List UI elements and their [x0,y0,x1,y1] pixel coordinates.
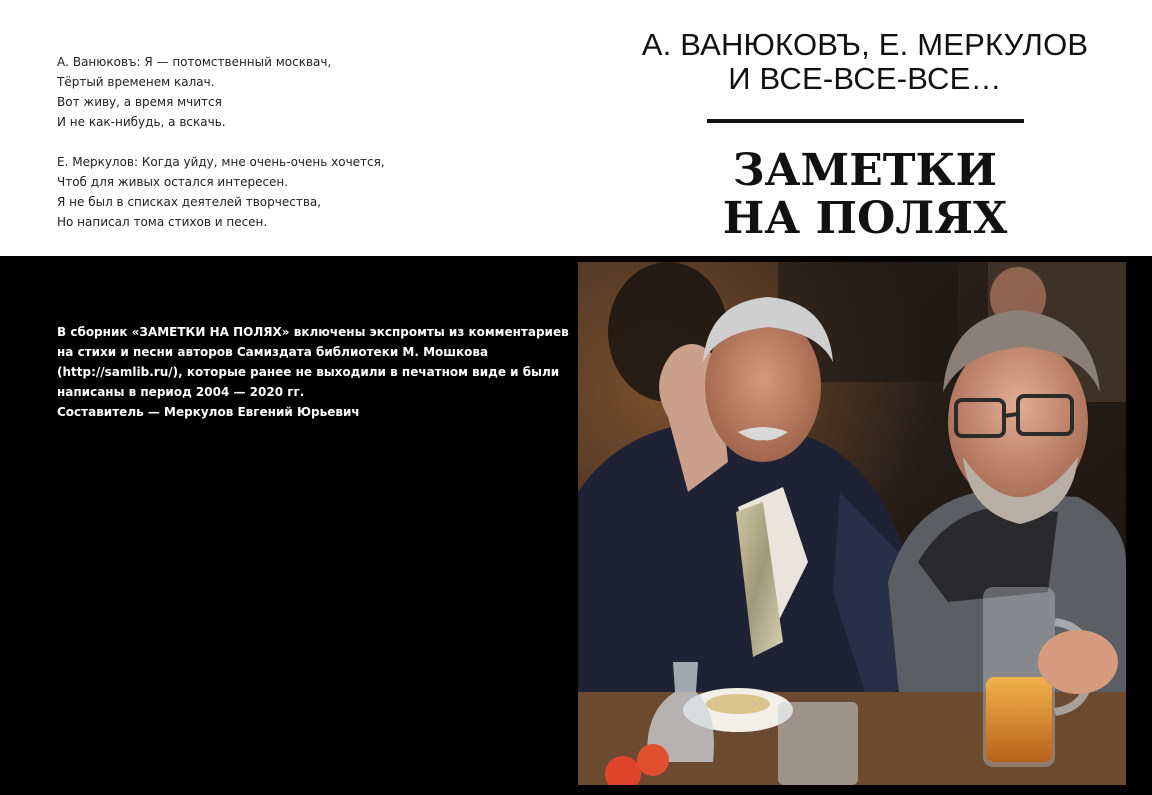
book-title [600,147,1130,243]
authors-heading [600,28,1130,96]
description-line: (http://samlib.ru/), которые ранее не выходили в печатном виде и были [57,365,560,379]
poem-line: Вот живу, а время мчится [57,95,222,109]
description-line: на стихи и песни авторов Самиздата библиотеки М. Мошкова [57,345,489,359]
book-title-line: НА ПОЛЯХ [722,193,1008,244]
authors-line: А. ВАНЮКОВЪ, Е. МЕРКУЛОВ [641,27,1089,62]
poem-line: Тёртый временем калач. [57,75,215,89]
poem-stanza-merkulov [57,152,385,232]
poem-line: Но написал тома стихов и песен. [57,215,268,229]
title-divider [707,119,1024,123]
cover-top-section [0,0,1152,256]
poem-line: Е. Меркулов: Когда уйду, мне очень-очень хочется, [57,155,385,169]
poem-line: Я не был в списках деятелей творчества, [57,195,322,209]
poem-line: А. Ванюковъ: Я — потомственный москвач, [57,55,332,69]
book-title-line: ЗАМЕТКИ [732,145,998,196]
poem-stanza-vanyukov [57,52,385,132]
epigraph-poem [57,52,385,232]
description-line: В сборник «ЗАМЕТКИ НА ПОЛЯХ» включены экспромты из комментариев [57,325,569,339]
book-description [57,322,569,422]
poem-line: И не как-нибудь, а вскачь. [57,115,226,129]
poem-line: Чтоб для живых остался интересен. [57,175,289,189]
authors-photo [578,262,1126,785]
description-line: написаны в период 2004 — 2020 гг. [57,385,305,399]
description-line: Составитель — Меркулов Евгений Юрьевич [57,405,360,419]
authors-line: И ВСЕ-ВСЕ-ВСЕ… [728,61,1002,96]
